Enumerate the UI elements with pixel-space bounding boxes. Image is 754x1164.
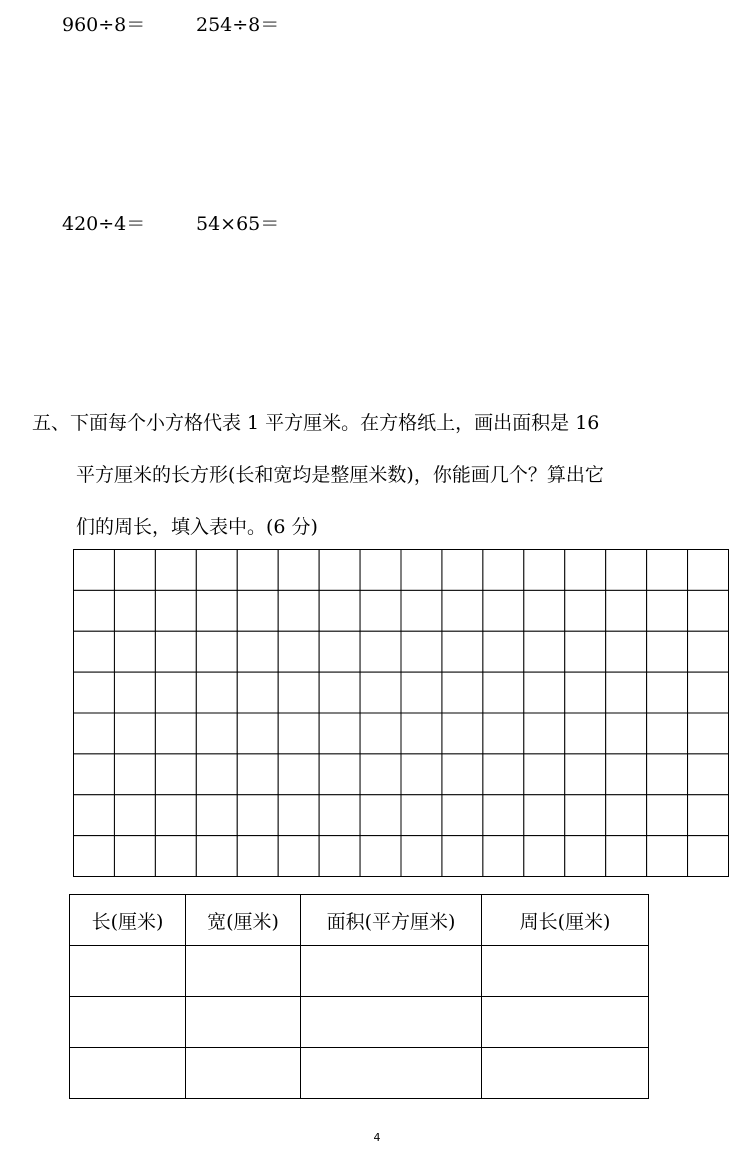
grid-cell[interactable]: [360, 631, 401, 672]
grid-cell[interactable]: [237, 550, 278, 591]
grid-cell[interactable]: [114, 590, 155, 631]
grid-cell[interactable]: [442, 590, 483, 631]
table-header-row: [70, 895, 649, 946]
table-cell[interactable]: [301, 946, 482, 997]
table-cell[interactable]: [186, 997, 301, 1048]
grid-cell[interactable]: [237, 590, 278, 631]
grid-cell[interactable]: [319, 672, 360, 713]
grid-cell[interactable]: [278, 672, 319, 713]
grid-cell[interactable]: [688, 713, 729, 754]
result-table: [69, 894, 649, 1099]
grid-cell[interactable]: [196, 713, 237, 754]
grid-cell[interactable]: [278, 795, 319, 836]
grid-cell[interactable]: [114, 754, 155, 795]
table-cell[interactable]: [482, 946, 649, 997]
grid-cell[interactable]: [565, 590, 606, 631]
table-cell[interactable]: [301, 997, 482, 1048]
grid-cell[interactable]: [319, 795, 360, 836]
table-header-width: 宽(厘米): [186, 895, 301, 946]
table-header-length: 长(厘米): [70, 895, 186, 946]
grid-cell[interactable]: [442, 713, 483, 754]
grid-cell[interactable]: [647, 550, 688, 591]
grid-cell[interactable]: [196, 836, 237, 877]
grid-cell[interactable]: [483, 550, 524, 591]
grid-cell[interactable]: [278, 754, 319, 795]
grid-cell[interactable]: [688, 550, 729, 591]
grid-cell[interactable]: [114, 713, 155, 754]
table-cell[interactable]: [186, 1048, 301, 1099]
grid-cell[interactable]: [565, 754, 606, 795]
table-row: [70, 1048, 649, 1099]
grid-cell[interactable]: [606, 550, 647, 591]
grid-cell[interactable]: [360, 590, 401, 631]
table-cell[interactable]: [70, 997, 186, 1048]
grid-cell[interactable]: [74, 754, 115, 795]
grid-cell[interactable]: [606, 672, 647, 713]
grid-cell[interactable]: [606, 836, 647, 877]
grid-cell[interactable]: [74, 836, 115, 877]
grid-cell[interactable]: [155, 631, 196, 672]
grid-cell[interactable]: [401, 672, 442, 713]
grid-cell[interactable]: [196, 590, 237, 631]
grid-cell[interactable]: [565, 836, 606, 877]
calc-expression-3: 420÷4＝: [62, 213, 146, 235]
grid-cell[interactable]: [114, 550, 155, 591]
grid-cell[interactable]: [237, 672, 278, 713]
grid-cell[interactable]: [360, 836, 401, 877]
grid-cell[interactable]: [196, 631, 237, 672]
grid-cell[interactable]: [688, 672, 729, 713]
grid-cell[interactable]: [647, 672, 688, 713]
grid-cell[interactable]: [196, 672, 237, 713]
square-grid[interactable]: [73, 549, 729, 877]
table-header-area: 面积(平方厘米): [301, 895, 482, 946]
grid-cell[interactable]: [647, 754, 688, 795]
grid-cell[interactable]: [114, 795, 155, 836]
grid-cell[interactable]: [196, 550, 237, 591]
grid-cell[interactable]: [74, 672, 115, 713]
grid-cell[interactable]: [524, 795, 565, 836]
grid-cell[interactable]: [565, 550, 606, 591]
grid-cell[interactable]: [155, 550, 196, 591]
grid-cell[interactable]: [401, 754, 442, 795]
calc-expression-4: 54×65＝: [196, 213, 280, 235]
grid-cell[interactable]: [278, 550, 319, 591]
grid-cell[interactable]: [401, 631, 442, 672]
grid-cell[interactable]: [74, 550, 115, 591]
grid-cell[interactable]: [319, 836, 360, 877]
grid-cell[interactable]: [606, 631, 647, 672]
question-line-1: 五、下面每个小方格代表 1 平方厘米。在方格纸上，画出面积是 16: [32, 412, 600, 434]
grid-cell[interactable]: [278, 631, 319, 672]
question-line-3: 们的周长，填入表中。(6 分): [76, 516, 318, 538]
grid-cell[interactable]: [114, 631, 155, 672]
grid-cell[interactable]: [483, 713, 524, 754]
grid-cell[interactable]: [401, 590, 442, 631]
grid-cell[interactable]: [319, 631, 360, 672]
grid-cell[interactable]: [319, 550, 360, 591]
question-line-2: 平方厘米的长方形(长和宽均是整厘米数)，你能画几个？算出它: [76, 464, 604, 486]
grid-cell[interactable]: [524, 550, 565, 591]
grid-cell[interactable]: [647, 631, 688, 672]
grid-cell[interactable]: [360, 754, 401, 795]
table-header-perimeter: 周长(厘米): [482, 895, 649, 946]
table-cell[interactable]: [482, 997, 649, 1048]
grid-cell[interactable]: [688, 795, 729, 836]
grid-cell[interactable]: [237, 713, 278, 754]
grid-cell[interactable]: [155, 795, 196, 836]
grid-cell[interactable]: [565, 631, 606, 672]
grid-cell[interactable]: [319, 754, 360, 795]
table-cell[interactable]: [482, 1048, 649, 1099]
grid-cell[interactable]: [196, 795, 237, 836]
grid-cell[interactable]: [483, 836, 524, 877]
grid-cell[interactable]: [237, 631, 278, 672]
grid-cell[interactable]: [74, 631, 115, 672]
grid-cell[interactable]: [442, 672, 483, 713]
grid-cell[interactable]: [401, 550, 442, 591]
grid-cell[interactable]: [278, 836, 319, 877]
grid-cell[interactable]: [74, 795, 115, 836]
grid-cell[interactable]: [688, 836, 729, 877]
grid-cell[interactable]: [483, 754, 524, 795]
grid-cell[interactable]: [155, 590, 196, 631]
grid-cell[interactable]: [319, 713, 360, 754]
table-row: [70, 997, 649, 1048]
grid-cell[interactable]: [442, 836, 483, 877]
page-number: 4: [373, 1131, 381, 1144]
grid-cell[interactable]: [606, 754, 647, 795]
grid-cell[interactable]: [524, 631, 565, 672]
grid-cell[interactable]: [278, 713, 319, 754]
grid-cell[interactable]: [155, 836, 196, 877]
grid-cell[interactable]: [237, 754, 278, 795]
grid-cell[interactable]: [688, 590, 729, 631]
grid-cell[interactable]: [360, 795, 401, 836]
grid-cell[interactable]: [688, 631, 729, 672]
grid-cell[interactable]: [524, 836, 565, 877]
grid-cell[interactable]: [401, 713, 442, 754]
table-cell[interactable]: [70, 946, 186, 997]
grid-cell[interactable]: [647, 795, 688, 836]
grid-cell[interactable]: [155, 672, 196, 713]
grid-cell[interactable]: [237, 836, 278, 877]
grid-cell[interactable]: [360, 713, 401, 754]
grid-cell[interactable]: [647, 836, 688, 877]
grid-cell[interactable]: [524, 754, 565, 795]
grid-cell[interactable]: [442, 631, 483, 672]
grid-cell[interactable]: [524, 713, 565, 754]
table-cell[interactable]: [301, 1048, 482, 1099]
calc-expression-1: 960÷8＝: [62, 14, 146, 36]
grid-cell[interactable]: [606, 590, 647, 631]
grid-cell[interactable]: [524, 590, 565, 631]
grid-cell[interactable]: [483, 795, 524, 836]
grid-cell[interactable]: [360, 672, 401, 713]
grid-cell[interactable]: [155, 713, 196, 754]
grid-cell[interactable]: [483, 672, 524, 713]
grid-cell[interactable]: [319, 590, 360, 631]
grid-cell[interactable]: [647, 713, 688, 754]
table-cell[interactable]: [186, 946, 301, 997]
grid-cell[interactable]: [483, 631, 524, 672]
grid-cell[interactable]: [74, 590, 115, 631]
grid-cell[interactable]: [565, 713, 606, 754]
grid-cell[interactable]: [565, 672, 606, 713]
grid-cell[interactable]: [401, 795, 442, 836]
grid-cell[interactable]: [483, 590, 524, 631]
grid-cell[interactable]: [565, 795, 606, 836]
grid-cell[interactable]: [196, 754, 237, 795]
grid-cell[interactable]: [237, 795, 278, 836]
grid-cell[interactable]: [524, 672, 565, 713]
grid-cell[interactable]: [442, 795, 483, 836]
grid-cell[interactable]: [442, 754, 483, 795]
grid-cell[interactable]: [114, 672, 155, 713]
grid-cell[interactable]: [606, 795, 647, 836]
grid-cell[interactable]: [114, 836, 155, 877]
calc-expression-2: 254÷8＝: [196, 14, 280, 36]
grid-cell[interactable]: [401, 836, 442, 877]
table-cell[interactable]: [70, 1048, 186, 1099]
grid-cell[interactable]: [606, 713, 647, 754]
grid-cell[interactable]: [360, 550, 401, 591]
table-row: [70, 946, 649, 997]
grid-cell[interactable]: [647, 590, 688, 631]
grid-cell[interactable]: [688, 754, 729, 795]
grid-cell[interactable]: [155, 754, 196, 795]
grid-cell[interactable]: [442, 550, 483, 591]
grid-cell[interactable]: [278, 590, 319, 631]
grid-cell[interactable]: [74, 713, 115, 754]
